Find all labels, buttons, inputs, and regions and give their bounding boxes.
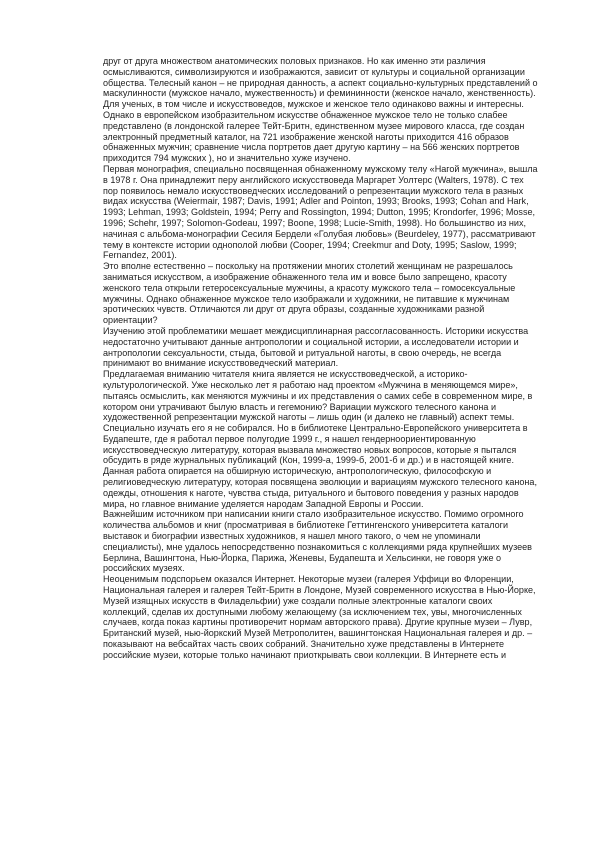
paragraph: друг от друга множеством анатомических половых признаков. Но как именно эти различия осмысливаются, символизируются и изображаются, зависит от культуры и социальной организации общества. Телесный канон – не природная данность, а аспект социально-культурных представлений о маскулинности (мужское начало, мужественность) и фемининности (женское начало, женственность). — [103, 56, 538, 99]
paragraph: Для ученых, в том числе и искусствоведов, мужское и женское тело одинаково важны и интересны. Однако в европейском изобразительном искусстве обнаженное мужское тело не только слабее представлено (в лондонской галерее Тейт-Бритн, единственном музее мирового класса, где создан электронный предметный каталог, на 721 изображение женской наготы приходится 416 образов обнаженных мужчин; сравнение числа портретов дает другую картину – на 566 женских портретов приходится 794 мужских ), но и значительно хуже изучено. — [103, 99, 525, 164]
paragraph: Предлагаемая вниманию читателя книга является не искусствоведческой, а историко-культурологической. Уже несколько лет я работаю над проектом «Мужчина в меняющемся мире», пытаясь осмыслить, как меняются мужчины и их представления о самих себе в современном мире, в котором они утрачивают былую власть и гегемонию? Вариации мужского телесного канона и художественной репрезентации мужской наготы – лишь один (и далеко не главный) аспект темы. Специально изучать его я не собирался. Но в библиотеке Центрально-Европейского университета в Будапеште, где я работал первое полугодие 1999 г., я нашел гендерноориентированную искусствоведческую литературу, которая вызвала множество новых вопросов, которые я пытался обсудить в ряде журнальных публикаций (Кон, 1999-а, 1999-б, 2001-б и др.) и в настоящей книге. — [103, 369, 533, 466]
paragraph: Это вполне естественно – поскольку на протяжении многих столетий женщинам не разрешалось заниматься искусством, а изображение обнаженного тела им и вовсе было запрещено, красоту женского тела открыли гетеросексуальные мужчины, а красоту мужского тела – гомосексуальные мужчины. Однако обнаженное мужское тело изображали и художники, не питавшие к мужчинам эротических чувств. Отличаются ли друг от друга образы, созданные художниками разной ориентации? — [103, 261, 516, 326]
paragraph: Данная работа опирается на обширную историческую, антропологическую, философскую и религиоведческую литературу, которая посвящена эволюции и вариациям мужского телесного канона, одежды, отношения к наготе, чувства стыда, ритуального и бытового поведения у разных народов мира, но главное внимание уделяется народам Западной Европы и России. — [103, 466, 537, 509]
paragraph: Важнейшим источником при написании книги стало изобразительное искусство. Помимо огромного количества альбомов и книг (просматривая в библиотеке Геттингенского университета каталоги выставок и биографии известных художников, я нашел много такого, о чем не упоминали специалисты), мне удалось непосредственно познакомиться с коллекциями ряда крупнейших музеев Берлина, Вашингтона, Нью-Йорка, Парижа, Женевы, Будапешта и Хельсинки, не говоря уже о российских музеях. — [103, 509, 532, 574]
paragraph: Первая монография, специально посвященная обнаженному мужскому телу «Нагой мужчина», вышла в 1978 г. Она принадлежит перу английского искусствоведа Маргарет Уолтерс (Walters, 1978). С тех пор появилось немало искусствоведческих исследований о репрезентации мужского тела в разных видах искусства (Weiermair, 1987; Davis, 1991; Adler and Pointon, 1993; Brooks, 1993; Cohan and Hark, 1993; Lehman, 1993; Goldstein, 1994; Perry and Rossington, 1994; Dutton, 1995; Krondorfer, 1996; Mosse, 1996; Schehr, 1997; Solomon-Godeau, 1997; Boone, 1998; Lucie-Smith, 1998). Но большинство из них, начиная с альбома-монографии Сесиля Бердели «Голубая любовь» (Beurdeley, 1977), рассматривают тему в контексте истории однополой любви (Cooper, 1994; Creekmur and Doty, 1995; Saslow, 1999; Fernandez, 2001). — [103, 163, 538, 261]
paragraph: Изучению этой проблематики мешает междисциплинарная рассогласованность. Историки искусства недостаточно учитывают данные антропологии и социальной истории, а исследователи истории и антропологии сексуальности, стыда, бытовой и ритуальной наготы, в свою очередь, не всегда принимают во внимание искусствоведческий материал. — [103, 325, 529, 369]
paragraph: Неоценимым подспорьем оказался Интернет. Некоторые музеи (галерея Уффици во Флоренции, Национальная галерея и галерея Тейт-Бритн в Лондоне, Музей современного искусства в Нью-Йорке, Музей изящных искусств в Филадельфии) уже создали полные электронные каталоги своих коллекций, сделав их доступными любому желающему (за исключением тех, увы, многочисленных случаев, когда показ картины противоречит нормам авторского права). Другие крупные музеи – Лувр, Британский музей, нью-йоркский Музей Метрополитен, вашингтонская Национальная галерея и др. – показывают на вебсайтах часть своих собраний. Значительно хуже представлены в Интернете российские музеи, которые только начинают приоткрывать свои коллекции. В Интернете есть и — [103, 574, 536, 660]
document-page — [103, 56, 539, 661]
